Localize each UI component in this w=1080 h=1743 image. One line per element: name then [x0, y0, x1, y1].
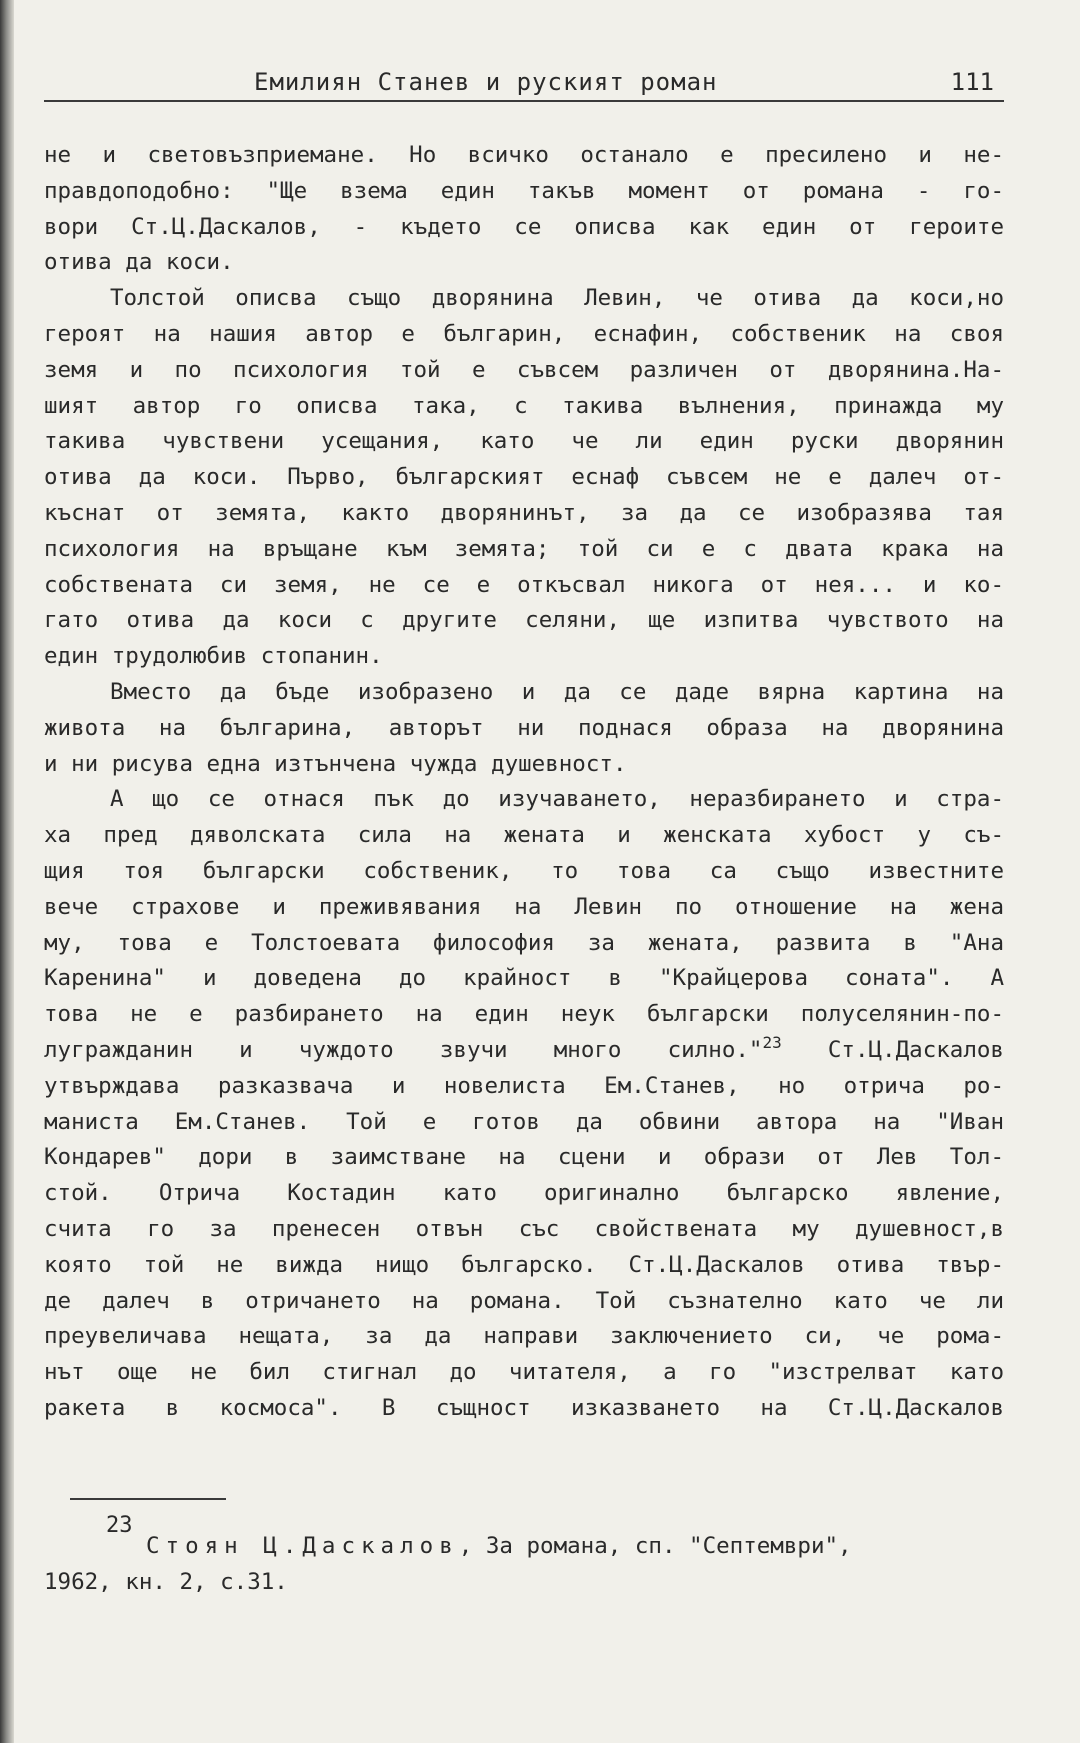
text-line: героят на нашия автор е българин, еснафин, собственик на своя [44, 320, 1004, 347]
body-text [44, 138, 1004, 1427]
text-line: вори Ст.Ц.Даскалов, - където се описва как един от героите [44, 213, 1004, 240]
text-segment: Ст.Ц.Даскалов [781, 1036, 1004, 1063]
text-line: такива чувствени усещания, като че ли един руски дворянин [44, 428, 1004, 455]
paragraph-start-line: А що се отнася пък до изучаването, неразбирането и стра- [110, 786, 1004, 813]
text-line: и ни рисува една изтънчена чужда душевност. [44, 750, 627, 777]
text-line: правдоподобно: "Ще взема един такъв момент от романа - го- [44, 177, 1004, 204]
text-line: му, това е Толстоевата философия за жената, развита в "Ана [44, 929, 1004, 956]
footnote-number: 23 [106, 1513, 133, 1538]
text-line: собствената си земя, не се е откъсвал никога от нея... и ко- [44, 571, 1004, 598]
text-line: гато отива да коси с другите селяни, ще изпитва чувството на [44, 607, 1004, 634]
text-line: ракета в космоса". В същност изказването на Ст.Ц.Даскалов [44, 1394, 1004, 1421]
text-line: отива да коси. Първо, българският еснаф съвсем не е далеч от- [44, 464, 1004, 491]
header-rule [44, 100, 1004, 102]
text-line: шият автор го описва така, с такива вълнения, принажда му [44, 392, 1004, 419]
text-line: счита го за пренесен отвън със свойствената му душевност,в [44, 1215, 1004, 1242]
text-line: преувеличава нещата, за да направи заключението си, че рома- [44, 1323, 1004, 1350]
footnote-line [146, 1528, 852, 1564]
text-line: това не е разбирането на един неук български полуселянин-по- [44, 1001, 1004, 1028]
text-line: земя и по психология той е съвсем различен от дворянина.На- [44, 356, 1004, 383]
text-line: щия тоя български собственик, то това са също известните [44, 857, 1004, 884]
paragraph-start-line: Толстой описва също дворянина Левин, че отива да коси,но [110, 285, 1004, 312]
text-line: един трудолюбив стопанин. [44, 643, 383, 670]
running-head [44, 68, 1004, 102]
text-line: не и световъзприемане. Но всичко останало е пресилено и не- [44, 142, 1004, 168]
text-line: отива да коси. [44, 249, 234, 276]
text-line: маниста Ем.Станев. Той е готов да обвини автора на "Иван [44, 1108, 1004, 1135]
text-line: ха пред дяволската сила на жената и женската хубост у съ- [44, 822, 1004, 849]
page-number: 111 [950, 68, 994, 96]
book-page [44, 0, 1004, 1743]
footnote-rule [70, 1498, 226, 1500]
footnote-source: , За романа, сп. "Септември", [458, 1533, 852, 1559]
text-line: Кондарев" дори в заимстване на сцени и образи от Лев Тол- [44, 1144, 1004, 1171]
text-segment: лугражданин и чуждото звучи много силно." [44, 1036, 763, 1063]
text-line: Каренина" и доведена до крайност в "Крайцерова соната". А [44, 965, 1004, 992]
footnote-author: Стоян Ц.Даскалов [146, 1533, 459, 1559]
text-line: утвърждава разказвача и новелиста Ем.Станев, но отрича ро- [44, 1072, 1004, 1099]
text-line: нът още не бил стигнал до читателя, а го "изстрелват като [44, 1359, 1004, 1386]
text-line: стой. Отрича Костадин като оригинално българско явление, [44, 1180, 1004, 1207]
binding-shadow [0, 0, 14, 1743]
paragraph-start-line: Вместо да бъде изобразено и да се даде вярна картина на [110, 678, 1004, 705]
text-line: вече страхове и преживявания на Левин по отношение на жена [44, 893, 1004, 920]
text-line-with-footnote-ref [44, 1033, 1004, 1069]
text-line: която той не вижда нищо българско. Ст.Ц.Даскалов отива твър- [44, 1251, 1004, 1278]
text-line: къснат от земята, както дворянинът, за да се изобразява тая [44, 499, 1004, 526]
text-line: живота на българина, авторът ни поднася образа на дворянина [44, 714, 1004, 741]
footnote-line: 1962, кн. 2, с.31. [44, 1569, 288, 1595]
text-line: психология на връщане към земята; той си е с двата крака на [44, 535, 1004, 562]
footnote-reference: 23 [762, 1032, 782, 1052]
text-line: де далеч в отричането на романа. Той съзнателно като че ли [44, 1287, 1004, 1314]
running-title: Емилиян Станев и руският роман [254, 68, 718, 96]
